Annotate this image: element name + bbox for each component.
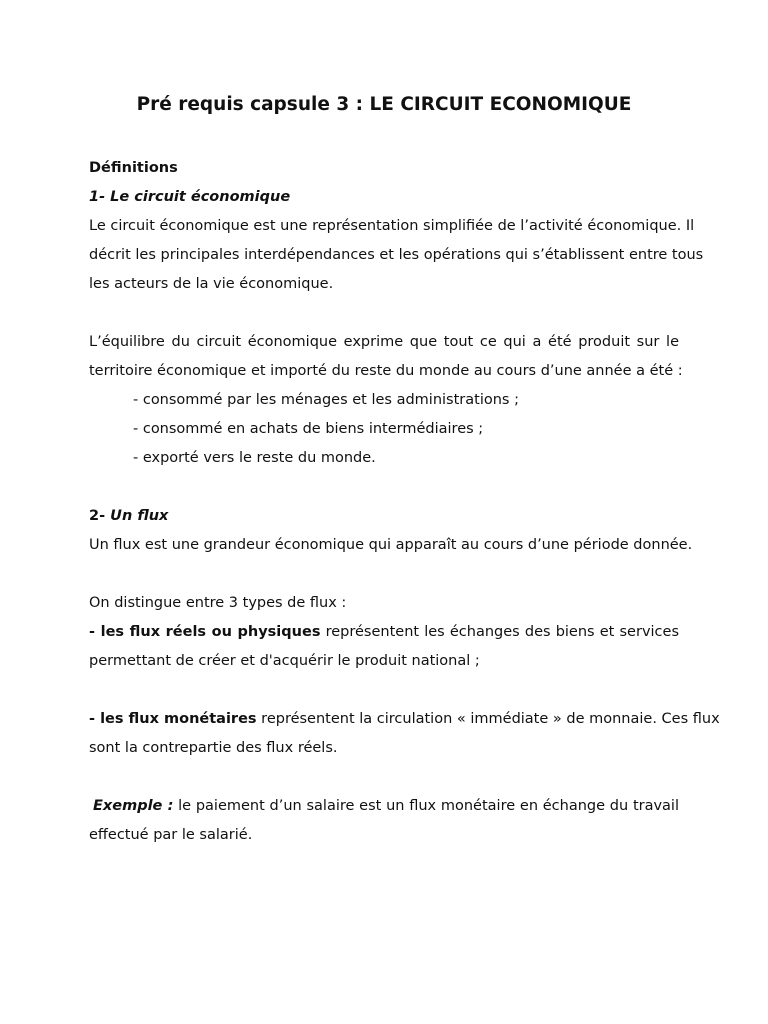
document-body	[89, 154, 720, 850]
spacer	[89, 676, 679, 705]
monetary-flows-line1	[89, 705, 720, 734]
monetary-flows-label: - les flux monétaires	[89, 711, 257, 727]
spacer	[89, 299, 679, 328]
list-item: - consommé en achats de biens intermédiaires ;	[133, 421, 484, 437]
example-line1	[89, 792, 679, 821]
real-flows-line1	[89, 618, 679, 647]
example-line2: effectué par le salarié.	[89, 827, 253, 843]
example-text: le paiement d’un salaire est un flux monétaire en échange du travail	[173, 798, 679, 814]
list-item: - exporté vers le reste du monde.	[133, 450, 376, 466]
list-item: - consommé par les ménages et les administrations ;	[133, 392, 519, 408]
section2-heading-number: 2-	[89, 508, 106, 524]
monetary-flows-text: représentent la circulation « immédiate » de monnaie. Ces flux	[256, 711, 720, 727]
definitions-heading: Définitions	[89, 160, 178, 176]
monetary-flows-line2: sont la contrepartie des flux réels.	[89, 740, 338, 756]
section2-definition: Un flux est une grandeur économique qui apparaît au cours d’une période donnée.	[89, 537, 693, 553]
section1-heading: 1- Le circuit économique	[89, 189, 291, 205]
section1-para2-line2: territoire économique et importé du reste du monde au cours d’une année a été :	[89, 363, 683, 379]
section1-para2-line1: L’équilibre du circuit économique exprime que tout ce qui a été produit sur le	[89, 334, 679, 350]
section1-para1-line2: décrit les principales interdépendances et les opérations qui s’établissent entre tous	[89, 247, 704, 263]
page-title: Pré requis capsule 3 : LE CIRCUIT ECONOMIQUE	[136, 94, 632, 115]
example-label: Exemple :	[93, 798, 174, 814]
real-flows-label: - les flux réels ou physiques	[89, 624, 321, 640]
real-flows-text: représentent les échanges des biens et services	[320, 624, 679, 640]
spacer	[89, 763, 679, 792]
section2-heading	[89, 502, 679, 531]
flux-types-intro: On distingue entre 3 types de flux :	[89, 595, 347, 611]
real-flows-line2: permettant de créer et d'acquérir le produit national ;	[89, 653, 480, 669]
section1-para1-line1: Le circuit économique est une représentation simplifiée de l’activité économique. Il	[89, 218, 695, 234]
spacer	[89, 560, 679, 589]
section1-para1-line3: les acteurs de la vie économique.	[89, 276, 334, 292]
spacer	[89, 473, 679, 502]
section2-heading-text: Un flux	[110, 508, 169, 524]
